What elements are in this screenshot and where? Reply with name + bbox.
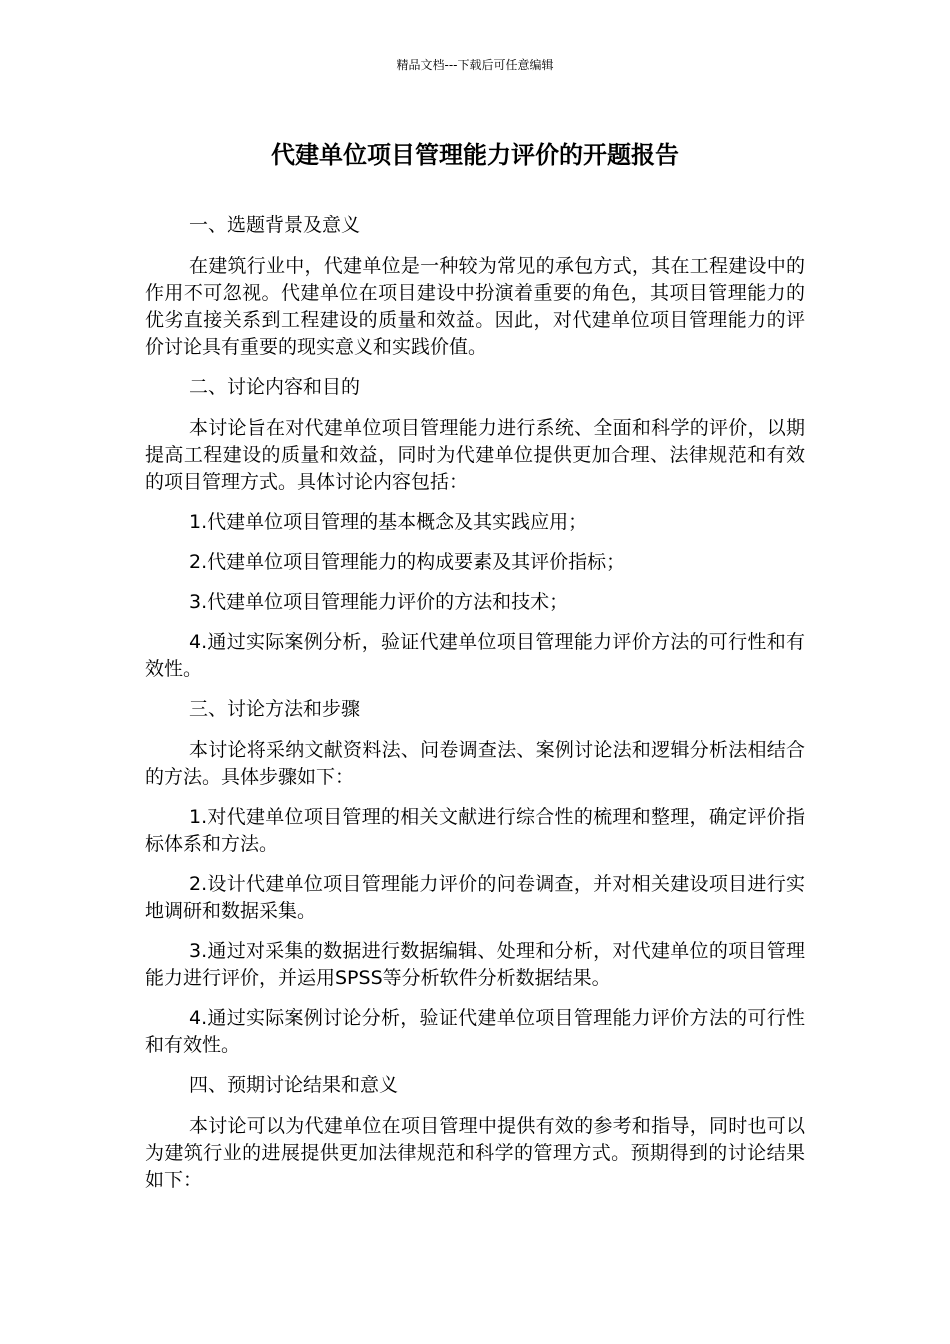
list-item-content-2: 2.代建单位项目管理能力的构成要素及其评价指标； xyxy=(189,551,626,573)
list-item-content-3: 3.代建单位项目管理能力评价的方法和技术； xyxy=(189,591,569,613)
section-heading-results: 四、预期讨论结果和意义 xyxy=(189,1074,399,1096)
section-heading-method: 三、讨论方法和步骤 xyxy=(189,698,361,720)
section-heading-background: 一、选题背景及意义 xyxy=(189,214,361,236)
list-item-step-1: 1.对代建单位项目管理的相关文献进行综合性的梳理和整理，确定评价指标体系和方法。 xyxy=(145,806,805,855)
list-item-step-2: 2.设计代建单位项目管理能力评价的问卷调查，并对相关建设项目进行实地调研和数据采集。 xyxy=(145,873,805,922)
paragraph-method-intro: 本讨论将采纳文献资料法、问卷调查法、案例讨论法和逻辑分析法相结合的方法。具体步骤如下： xyxy=(145,739,805,788)
paragraph-results: 本讨论可以为代建单位在项目管理中提供有效的参考和指导，同时也可以为建筑行业的进展提供更加法律规范和科学的管理方式。预期得到的讨论结果如下： xyxy=(145,1115,805,1191)
section-heading-content: 二、讨论内容和目的 xyxy=(189,376,361,398)
list-item-content-1: 1.代建单位项目管理的基本概念及其实践应用； xyxy=(189,511,588,533)
document-body xyxy=(145,212,805,1207)
list-item-content-4: 4.通过实际案例分析，验证代建单位项目管理能力评价方法的可行性和有效性。 xyxy=(145,631,805,680)
document-title: 代建单位项目管理能力评价的开题报告 xyxy=(271,141,679,169)
page-header-watermark: 精品文档---下载后可任意编辑 xyxy=(396,58,554,72)
paragraph-background: 在建筑行业中，代建单位是一种较为常见的承包方式，其在工程建设中的作用不可忽视。代建单位在项目建设中扮演着重要的角色，其项目管理能力的优劣直接关系到工程建设的质量和效益。因此，对代建单位项目管理能力的评价讨论具有重要的现实意义和实践价值。 xyxy=(145,255,805,358)
list-item-step-4: 4.通过实际案例讨论分析，验证代建单位项目管理能力评价方法的可行性和有效性。 xyxy=(145,1007,805,1056)
paragraph-content-intro: 本讨论旨在对代建单位项目管理能力进行系统、全面和科学的评价，以期提高工程建设的质量和效益，同时为代建单位提供更加合理、法律规范和有效的项目管理方式。具体讨论内容包括： xyxy=(145,417,805,493)
list-item-step-3: 3.通过对采集的数据进行数据编辑、处理和分析，对代建单位的项目管理能力进行评价，并运用SPSS等分析软件分析数据结果。 xyxy=(145,940,805,989)
